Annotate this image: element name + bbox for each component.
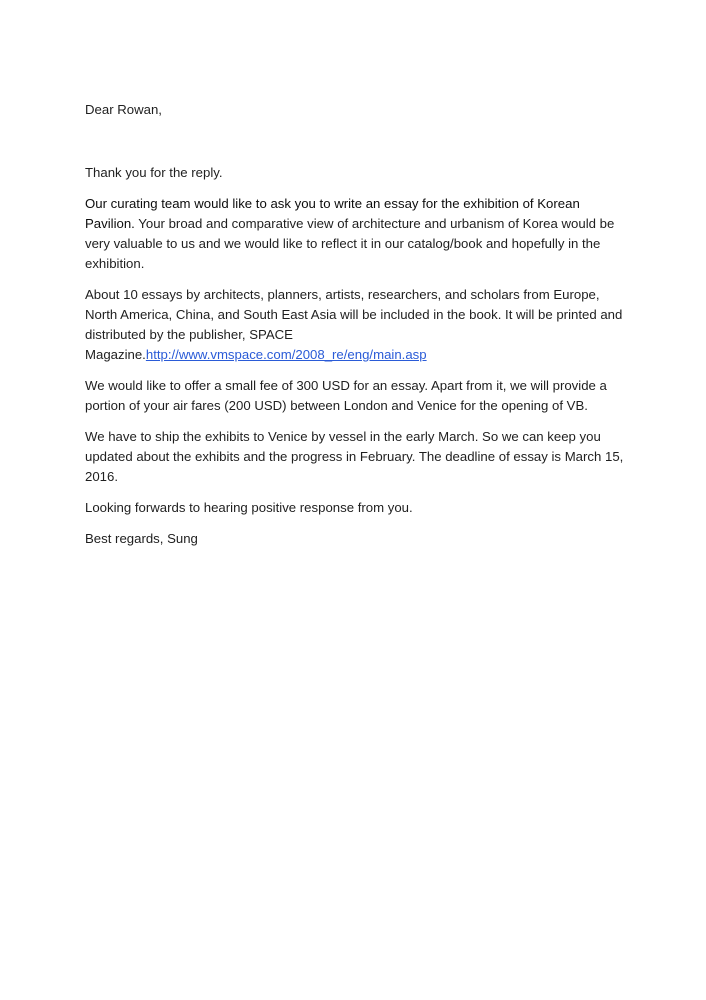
request-rest-text: Your broad and comparative view of architecture and urbanism of Korea would be very valuable to us and we would like to reflect it in our catalog/book and hopefully in the exhibition. [85,216,615,271]
salutation: Dear Rowan, [85,102,162,117]
fee-paragraph: We would like to offer a small fee of 300 USD for an essay. Apart from it, we will provide a portion of your air fares (200 USD) between London and Venice for the opening of VB. [85,378,607,413]
closing-paragraph: Looking forwards to hearing positive response from you. [85,500,413,515]
thanks-paragraph: Thank you for the reply. [85,165,223,180]
space-magazine-link[interactable]: http://www.vmspace.com/2008_re/eng/main.asp [145,347,427,362]
signoff: Best regards, Sung [85,531,198,546]
shipping-paragraph: We have to ship the exhibits to Venice by vessel in the early March. So we can keep you updated about the exhibits and the progress in February. The deadline of essay is March 15, 2016. [85,429,624,484]
essays-text: About 10 essays by architects, planners, artists, researchers, and scholars from Europe, North America, China, and South East Asia will be included in the book. It will be printed and distributed by the publisher, SPACE Magazine. [85,287,623,362]
essays-paragraph [85,285,625,365]
request-lead-text: Our curating team would like to ask you to write an essay for the exhibition of Korean Pavilion. [85,196,580,231]
letter-body [85,100,625,560]
request-paragraph [85,194,625,274]
